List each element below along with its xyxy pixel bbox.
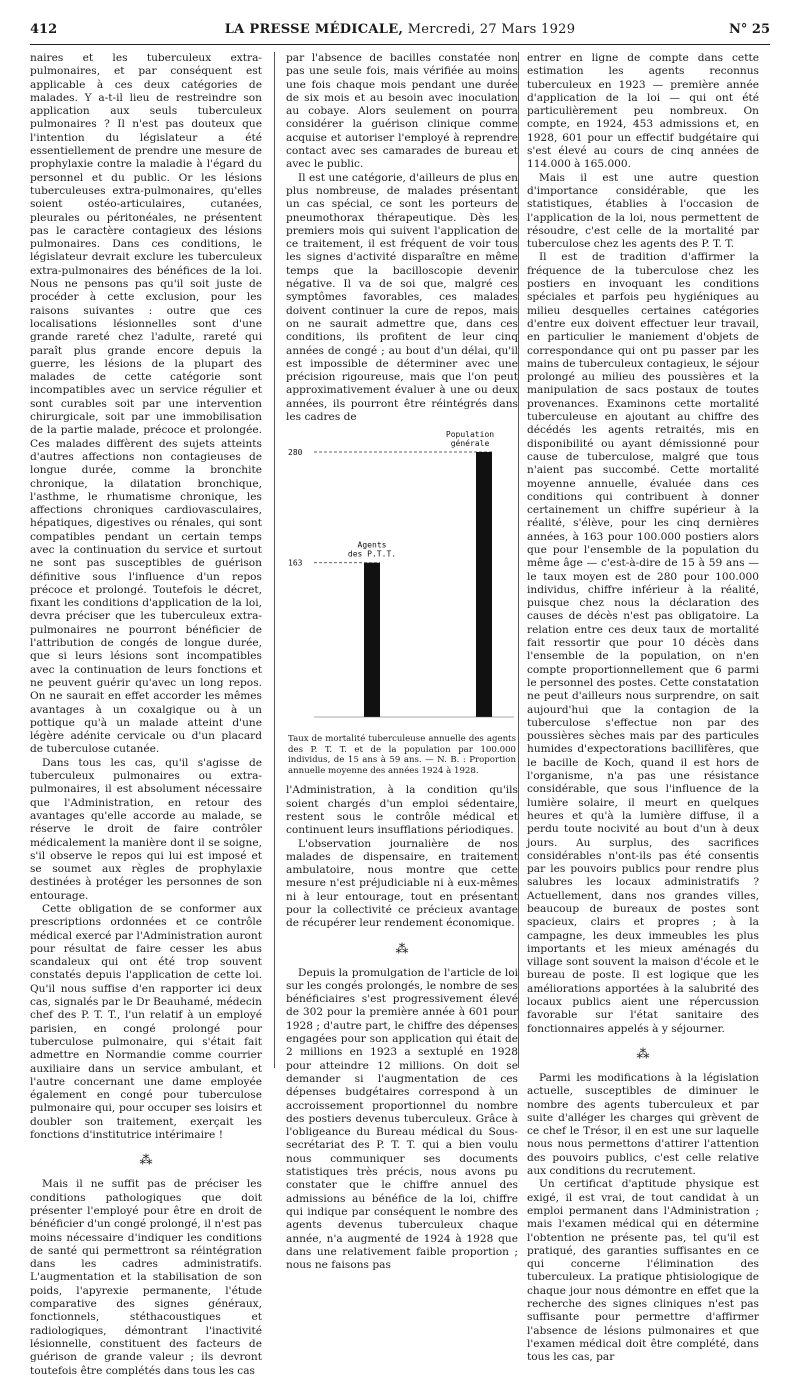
paragraph: Un certificat d'aptitude physique est exigé, il est vrai, de tout candidat à un emploi permanent dans l'Administration ; mais l'examen médical qui en détermine l'obtention ne présente pas, tel qu'il est pratiqué, des garanties suffisantes en ce qui concerne l'élimination des tuberculeux. La pratique phtisiologique de chaque jour nous démontre en effet que la recherche des signes cliniques n'est pas suffisante pour permettre d'affirmer l'absence de lésions pulmonaires et que l'examen médical doit être complété, dans tous les cas, par: [527, 1178, 759, 1364]
issue-date: Mercredi, 27 Mars 1929: [407, 22, 576, 37]
paragraph: Dans tous les cas, qu'il s'agisse de tuberculeux pulmonaires ou extra-pulmonaires, il est absolument nécessaire que l'Administration, en retour des avantages qu'elle accorde au malade, se réserve le droit de faire contrôler médicalement la manière dont il se soigne, s'il observe le repos qui lui est imposé et se soumet aux règles de prophylaxie destinées à protéger les personnes de son entourage.: [30, 756, 262, 902]
issue-number: N° 25: [729, 22, 770, 37]
column-divider-1: [274, 52, 275, 1068]
paragraph: Mais il est une autre question d'importance considérable, que les statistiques, établies à l'occasion de l'application de la loi, nous permettent de résoudre, c'est celle de la mortalité par tuberculose chez les agents des P. T. T.: [527, 171, 759, 251]
category-label: Population: [445, 430, 495, 440]
tick-label: 280: [288, 448, 303, 458]
paragraph: l'Administration, à la condition qu'ils soient chargés d'un emploi sédentaire, restent sous le contrôle médical et continuent leurs insufflations périodiques.: [286, 784, 518, 837]
page-number: 412: [30, 22, 58, 37]
paragraph: Cette obligation de se conformer aux prescriptions ordonnées et ce contrôle médical exercé par l'Administration auront pour résultat de faire cesser les abus scandaleux qui ont été trop souvent constatés depuis l'application de cette loi. Qu'il nous suffise d'en rapporter ici deux cas, signalés par le Dr Beauhamé, médecin chef des P. T. T., l'un relatif à un employé parisien, en congé prolongé pour tuberculose pulmonaire, qui s'était fait admettre en Normandie comme courrier auxiliaire dans un service ambulant, et l'autre concernant une dame employée également en congé pour tuberculose pulmonaire qui, pour occuper ses loisirs et doubler son traitement, exerçait les fonctions d'institutrice intérimaire !: [30, 903, 262, 1142]
figure-caption: Taux de mortalité tuberculeuse annuelle des agents des P. T. T. et de la population par 100.000 individus, de 15 ans à 59 ans. — N. B. : Proportion annuelle moyenne des années 1924 à 1928.: [288, 734, 516, 776]
tick-label: 163: [288, 559, 303, 569]
paragraph: naires et les tuberculeux extra-pulmonaires, et par conséquent est applicable à ces deux catégories de malades. Y a-t-il lieu de restreindre son application aux seuls tuberculeux pulmonaires ? Il n'est pas douteux que l'intention du législateur a été essentiellement de prendre une mesure de prophylaxie contre la maladie à l'égard du personnel et du public. Or les lésions tuberculeuses extra-pulmonaires, qu'elles soient ostéo-articulaires, cutanées, pleurales ou péritonéales, ne présentent pas le caractère contagieux des lésions pulmonaires. Dans ces conditions, le législateur devrait exclure les tuberculeux extra-pulmonaires des bénéfices de la loi. Nous ne pensons pas qu'il soit juste de procéder à cette exclusion, pour les raisons suivantes : outre que ces localisations lésionnelles sont d'une grande rareté chez l'adulte, rareté qui paraît plus grande encore depuis la guerre, les lésions de la plupart des malades de cette catégorie sont incompatibles avec un service régulier et sont curables soit par une intervention chirurgicale, soit par une immobilisation de la partie malade, précoce et prolongée. Ces malades diffèrent des sujets atteints d'autres affections non contagieuses de longue durée, comme la bronchite chronique, la dilatation bronchique, l'asthme, le rhumatisme chronique, les affections chroniques cardiovasculaires, hépatiques, digestives ou rénales, qui sont compatibles pendant un certain temps avec la continuation du service et surtout ne sont pas susceptibles de guérison définitive sous l'influence d'un repos précoce et prolongé. Toutefois le décret, fixant les conditions d'application de la loi, devra préciser que les tuberculeux extra-pulmonaires ne pourront bénéficier de l'attribution de congés de longue durée, que si leurs lésions sont incompatibles avec la continuation de leurs fonctions et ne peuvent guérir qu'avec un long repos. On ne saurait en effet accorder les mêmes avantages à un coxalgique ou à un pottique qu'à un malade atteint d'une légère adénite cervicale ou d'un placard de tuberculose cutanée.: [30, 52, 262, 756]
category-label: générale: [450, 439, 490, 449]
column-3: [527, 52, 759, 1364]
bar: [364, 563, 380, 717]
paragraph: entrer en ligne de compte dans cette estimation les agents reconnus tuberculeux en 1923 — première année d'application de la loi — qui ont été particulièrement peu nombreux. On compte, en 1924, 453 admissions et, en 1928, 601 pour un effectif budgétaire qui s'est élevé au cours de cinq années de 114.000 à 165.000.: [527, 52, 759, 171]
paragraph: L'observation journalière de nos malades de dispensaire, en traitement ambulatoire, nous montre que cette mesure n'est préjudiciable ni à eux-mêmes ni à leur entourage, tout en présentant pour la collectivité ce précieux avantage de récupérer leur rendement économique.: [286, 837, 518, 930]
column-2: [286, 52, 518, 1272]
mortality-chart: [286, 432, 518, 732]
chart-canvas: [286, 432, 518, 732]
bar: [476, 452, 492, 717]
category-label: Agents: [357, 541, 387, 551]
section-separator: ⁂: [636, 1046, 650, 1062]
category-label: des P.T.T.: [347, 550, 397, 560]
paragraph: Il est de tradition d'affirmer la fréquence de la tuberculose chez les postiers en invoquant les conditions spéciales et parfois peu hygiéniques au milieu desquelles certaines catégories d'entre eux doivent effectuer leur travail, en particulier le maniement d'objets de correspondance qui ont pu passer par les mains de tuberculeux contagieux, le séjour prolongé au milieu des poussières et la manipulation de sacs postaux de toutes provenances. Examinons cette mortalité tuberculeuse en ajoutant au chiffre des décédés les agents retraités, mis en disponibilité ou ayant démissionné pour cause de tuberculose, malgré que tous n'aient pas succombé. Cette mortalité moyenne annuelle, évaluée dans ces conditions qui contribuent à donner certainement un chiffre supérieur à la réalité, s'élève, pour les cinq dernières années, à 163 pour 100.000 postiers alors que pour l'ensemble de la population du même âge — c'est-à-dire de 15 à 59 ans — le taux moyen est de 280 pour 100.000 individus, chiffre inférieur à la réalité, puisque chez nous la déclaration des causes de décès n'est pas obligatoire. La relation entre ces deux taux de mortalité fait ressortir que pour 10 décès dans l'ensemble de la population, on n'en compte proportionnellement que 6 parmi le personnel des postes. Cette constatation ne peut d'ailleurs nous surprendre, on sait aujourd'hui que la contagion de la tuberculose s'effectue non par des poussières sèches mais par des particules humides d'expectorations bacillifères, que le bacille de Koch, quand il est hors de l'organisme, n'a pas une résistance considérable, que sous l'influence de la lumière solaire, il meurt en quelques heures et qu'à la lumière diffuse, il a perdu toute nocivité au bout d'un à deux jours. Au surplus, des sacrifices considérables n'ont-ils pas été consentis par les pouvoirs publics pour rendre plus salubres les locaux administratifs ? Actuellement, dans nos grandes villes, beaucoup de bureaux de postes sont spacieux, clairs et propres ; à la campagne, les deux immeubles les plus importants et les mieux aménagés du village sont souvent la maison d'école et le bureau de poste. Il est logique que les améliorations apportées à la salubrité des locaux publics aient une répercussion favorable sur l'état sanitaire des fonctionnaires appelés à y séjourner.: [527, 251, 759, 1035]
paragraph: Mais il ne suffit pas de préciser les conditions pathologiques que doit présenter l'employé pour être en droit de bénéficier d'un congé prolongé, il n'est pas moins nécessaire d'indiquer les conditions de santé qui permettront sa réintégration dans les cadres administratifs. L'augmentation et la stabilisation de son poids, l'apyrexie permanente, l'étude comparative des signes généraux, fonctionnels, stéthacoustiques et radiologiques, démontrant l'inactivité lésionnelle, constituent des facteurs de guérison de grande valeur ; ils devront toutefois être complétés dans tous les cas: [30, 1178, 262, 1377]
column-divider-2: [518, 52, 519, 1068]
journal-title-line: [30, 22, 770, 37]
journal-name: LA PRESSE MÉDICALE,: [224, 22, 404, 37]
paragraph: Parmi les modifications à la législation actuelle, susceptibles de diminuer le nombre des agents tuberculeux et par suite d'alléger les charges qui grèvent de ce chef le Trésor, il en est une sur laquelle nous nous permettons d'attirer l'attention des pouvoirs publics, c'est celle relative aux conditions du recrutement.: [527, 1071, 759, 1178]
header-rule: [30, 44, 770, 45]
column-1: [30, 52, 262, 1377]
page-header: [30, 22, 770, 40]
paragraph: Depuis la promulgation de l'article de loi sur les congés prolongés, le nombre de ses bénéficiaires s'est progressivement élevé de 302 pour la première année à 601 pour 1928 ; d'autre part, le chiffre des dépenses engagées pour son application qui était de 2 millions en 1923 a sextuplé en 1928 pour atteindre 12 millions. On doit se demander si l'augmentation de ces dépenses budgétaires correspond à un accroissement proportionnel du nombre des postiers devenus tuberculeux. Grâce à l'obligeance du Bureau médical du Sous-secrétariat des P. T. T. qui a bien voulu nous communiquer ses documents statistiques très précis, nous avons pu constater que le chiffre annuel des admissions au bénéfice de la loi, chiffre qui indique par conséquent le nombre des agents devenus tuberculeux chaque année, n'a augmenté de 1924 à 1928 que dans une relativement faible proportion ; nous ne faisons pas: [286, 966, 518, 1272]
paragraph: par l'absence de bacilles constatée non pas une seule fois, mais vérifiée au moins une fois chaque mois pendant une durée de six mois et au besoin avec inoculation au cobaye. Alors seulement on pourra considérer la guérison clinique comme acquise et autoriser l'employé à reprendre contact avec ses camarades de bureau et avec le public.: [286, 52, 518, 171]
paragraph: Il est une catégorie, d'ailleurs de plus en plus nombreuse, de malades présentant un cas spécial, ce sont les porteurs de pneumothorax thérapeutique. Dès les premiers mois qui suivent l'application de ce traitement, il est fréquent de voir tous les signes d'activité disparaître en même temps que la bacilloscopie devenir négative. Il va de soi que, malgré ces symptômes favorables, ces malades doivent continuer la cure de repos, mais on ne saurait admettre que, dans ces conditions, ils profitent de leur cinq années de congé ; au bout d'un délai, qu'il est impossible de déterminer avec une précision rigoureuse, mais que l'on peut approximativement évaluer à une ou deux années, ils pourront être réintégrés dans les cadres de: [286, 171, 518, 424]
section-separator: ⁂: [395, 941, 409, 957]
section-separator: ⁂: [139, 1153, 153, 1169]
